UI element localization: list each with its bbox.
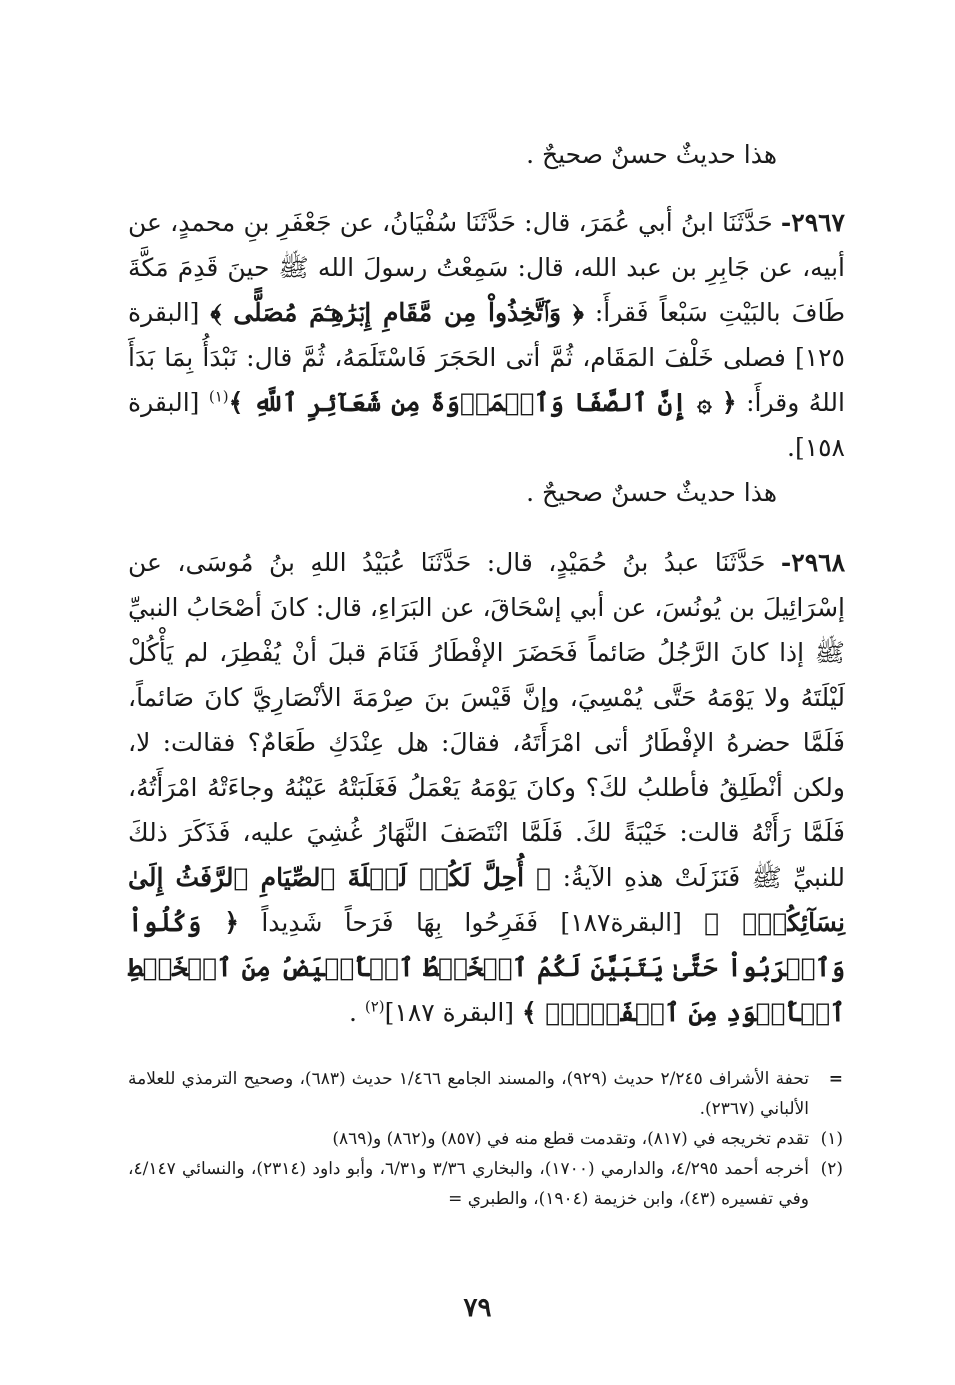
footnote-text: أخرجه أحمد ٤/٢٩٥، والدارمي (١٧٠٠)، والبخاري ٣/٣٦ و٦/٣١، وأبو داود (٢٣١٤)، والنسائي ٤/١٤٧، وفي تفسيره (٤٣)، وابن خزيمة (١٩٠٤)، والطبري = xyxy=(128,1159,809,1209)
footnote-marker: (١) xyxy=(820,1129,843,1149)
page-number: ٧٩ xyxy=(463,1293,492,1323)
hadith-text: [البقرة ١٨٧] xyxy=(384,998,515,1027)
hadith-verdict: هذا حديثٌ حسنٌ صحيحٌ . xyxy=(526,140,777,169)
hadith-number: ٢٩٦٧- xyxy=(780,208,845,237)
quran-verse: ﴿ ۞ إِنَّ ٱلصَّفَا وَٱلۡمَرۡوَةَ مِن شَعَآئِرِ ٱللَّهِ ﴾ xyxy=(228,388,737,417)
footnote-marker: (٢) xyxy=(820,1159,843,1179)
footnote-text: تحفة الأشراف ٢/٢٤٥ حديث (٩٢٩)، والمسند الجامع ١/٤٦٦ حديث (٦٨٣)، وصحيح الترمذي للعلامة الألباني (٢٣٦٧). xyxy=(128,1069,809,1119)
quran-verse: ﴿ أُحِلَّ لَكُمۡ لَيۡلَةَ ٱلصِّيَامِ ٱلرَّفَثُ إِلَىٰ نِسَآئِكُمۡۚ ﴾ xyxy=(128,863,845,937)
footnote-text: تقدم تخريجه في (٨١٧)، وتقدمت قطع منه في (٨٥٧) و(٨٦٢) و(٨٦٩) xyxy=(332,1129,809,1149)
hadith-text: . xyxy=(348,998,357,1027)
hadith-verdict: هذا حديثٌ حسنٌ صحيحٌ . xyxy=(526,478,777,507)
quran-verse: ﴿ وَٱتَّخِذُواْ مِن مَّقَامِ إِبۡرَٰهِـۧمَ مُصَلًّى ﴾ xyxy=(210,298,584,327)
continuation-marker: = xyxy=(828,1069,843,1089)
hadith-text: [البقرة ١٥٨]. xyxy=(128,388,845,462)
quran-verse: ﴿ وَكُلُواْ وَٱشۡرَبُواْ حَتَّىٰ يَتَبَيَّنَ لَكُمُ ٱلۡخَيۡطُ ٱلۡأَبۡيَضُ مِنَ ٱلۡخَيۡطِ ٱلۡأَسۡوَدِ مِنَ ٱلۡفَجۡرِۖ ﴾ xyxy=(128,908,845,1027)
footnote-continuation xyxy=(128,1064,843,1124)
hadith-text: [البقرة١٨٧] فَفَرِحُوا بِهَا فَرَحاً شَدِيداً xyxy=(261,908,682,937)
footnote-2 xyxy=(128,1154,843,1214)
footnote-reference[interactable]: (٢) xyxy=(364,997,385,1016)
footnotes-section xyxy=(128,1064,843,1214)
hadith-2967-paragraph xyxy=(128,200,845,470)
hadith-text: حَدَّثَنَا ابنُ أبي عُمَرَ، قال: حَدَّثَنَا سُفْيَانُ، عن جَعْفَرِ بنِ محمدٍ، عن أبيه، عن جَابِرِ بن عبد الله، قال: سَمِعْتُ رسولَ الله ﷺ حينَ قَدِمَ مَكَّةَ طَافَ بالبَيْتِ سَبْعاً فَقرأَ: xyxy=(128,208,846,327)
hadith-number: ٢٩٦٨- xyxy=(780,548,846,577)
footnote-reference[interactable]: (١) xyxy=(208,387,229,406)
hadith-text: [البقرة ١٢٥] فصلى خَلْفَ المَقَام، ثُمَّ أتى الحَجَرَ فَاسْتَلَمَهُ، ثُمَّ قال: نَبْدَأُ بِمَا بَدَأَ اللهُ وقرأَ: xyxy=(128,298,845,417)
hadith-text: حَدَّثَنَا عبدُ بنُ حُمَيْدٍ، قال: حَدَّثَنَا عُبَيْدُ اللهِ بنُ مُوسَى، عن إسْرَائِيلَ بن يُونُسَ، عن أبي إسْحَاقَ، عن البَرَاءِ، قال: كانَ أصْحَابُ النبيِّ ﷺ إذا كانَ الرَّجُلُ صَائماً فَحَضَرَ الإفْطَارُ فَنَامَ قبلَ أنْ يُفْطِرَ، لم يَأْكُلْ لَيْلَتَهُ ولا يَوْمَهُ حَتَّى يُمْسِيَ، وإنَّ قَيْسَ بنَ صِرْمَةَ الأنْصَارِيَّ كانَ صَائماً، فَلَمَّا حضرهُ الإفْطَارُ أتى امْرَأَتَهُ، فقالَ: هل عِنْدَكِ طَعَامٌ؟ فقالت: لا، ولكن أنْطَلِقُ فأطلبُ لكَ؟ وكانَ يَوْمَهُ يَعْمَلُ فَغَلَبَتْهُ عَيْنُهُ وجاءَتْهُ امْرَأَتُهُ، فَلَمَّا رَأَتْهُ قالت: خَيْبَةً لكَ. فَلَمَّا انْتَصَفَ النَّهَارُ غُشِيَ عليه، فَذَكَرَ ذلكَ للنبيِّ ﷺ فَنَزَلَتْ هذهِ الآيةُ: xyxy=(128,548,845,892)
hadith-2968-paragraph xyxy=(128,540,845,1035)
footnote-1 xyxy=(128,1124,843,1154)
